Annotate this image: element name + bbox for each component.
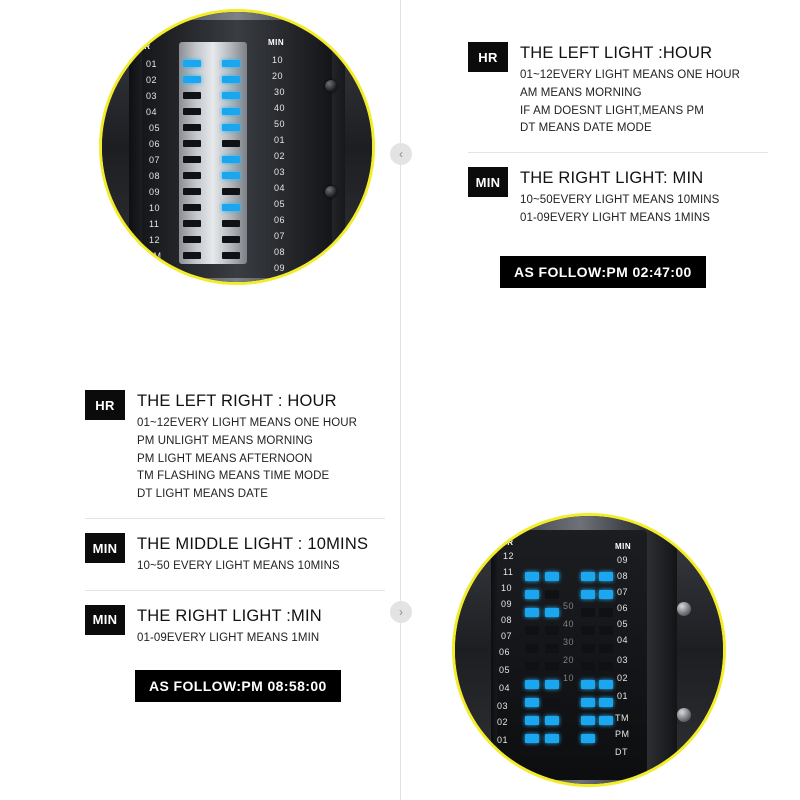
min-label-09: 09 [274,263,286,273]
hr2-label-06: 06 [499,647,511,657]
min-label-02: 02 [274,151,286,161]
watch-band-left-2 [455,516,495,784]
led2-hour-a7 [525,680,539,689]
hr-label-08: 08 [149,171,161,181]
led2-col4-d7 [599,680,613,689]
hr-label-12: 12 [149,235,161,245]
hr-label-03: 03 [146,91,158,101]
hr2-label-07: 07 [501,631,513,641]
led2-col2-b9 [545,716,559,725]
min-tag-bottom-middle: MIN [85,533,125,563]
hr2-label-11: 11 [503,567,514,577]
watch-photo-top [102,12,372,282]
legend-row-top-min [468,167,780,228]
led2-col2-b5 [545,644,559,653]
watch-crown-upper[interactable] [325,80,337,92]
hr-label-10: 10 [149,203,161,213]
hr2-label-08: 08 [501,615,513,625]
led-min-10 [222,204,240,211]
led2-col4-d5 [599,644,613,653]
hr2-label-12: 12 [503,551,515,561]
led2-col2-b10 [545,734,559,743]
legend-row-top-hour [468,42,780,138]
legend-line: PM UNLIGHT MEANS MORNING [137,434,313,447]
led2-col3-c4 [581,626,595,635]
prev-arrow-button[interactable]: ‹ [390,143,412,165]
mid-label-40: 40 [563,619,575,629]
led-hour-3 [183,92,201,99]
min2-label-04: 04 [617,635,629,645]
min-label-04: 04 [274,183,286,193]
top-legend-panel [468,42,780,288]
watch-crown-lower[interactable] [325,186,337,198]
min-label-03: 03 [274,167,286,177]
led2-col4-d6 [599,662,613,671]
mid-label-10: 10 [563,673,575,683]
led2-col4-d9 [599,716,613,725]
led-min-12 [222,236,240,243]
led2-col4-d8 [599,698,613,707]
legend-lines-bottom-min [137,630,322,648]
led2-col2-b3 [545,608,559,617]
led-min-5 [222,124,240,131]
min-label-30: 30 [274,87,286,97]
led-hour-8 [183,172,201,179]
hr2-label-03: 03 [497,701,509,711]
led-min-8 [222,172,240,179]
watch-photo-bottom [455,516,723,784]
min-scale-header-top: MIN [268,38,285,47]
legend-line: 01~12EVERY LIGHT MEANS ONE HOUR [137,417,358,429]
min-label-05: 05 [274,199,286,209]
min2-label-01: 01 [617,691,629,701]
led2-col3-c8 [581,698,595,707]
hr2-label-01: 01 [497,735,509,745]
min-label-07: 07 [274,231,286,241]
legend-line: AM MEANS MORNING [520,86,642,99]
hr-scale-header-top: HR [138,42,151,51]
hr-label-09: 09 [149,187,161,197]
legend-text-top-hour [520,42,740,138]
led2-col3-c3 [581,608,595,617]
min-label-08: 08 [274,247,286,257]
legend-line: DT MEANS DATE MODE [520,122,652,135]
min2-label-07: 07 [617,587,629,597]
watch-screw-lower [677,708,691,722]
min2-label-pm: PM [615,729,630,739]
led2-hour-a10 [525,734,539,743]
led-min-11 [222,220,240,227]
led2-col2-b1 [545,572,559,581]
led-hour-1 [183,60,201,67]
hr-tag-bottom: HR [85,390,125,420]
legend-divider-bottom-2 [85,590,385,591]
led-min-4 [222,108,240,115]
led2-col3-c9 [581,716,595,725]
led-hour-4 [183,108,201,115]
min-label-40: 40 [274,103,286,113]
hr-label-06: 06 [149,139,161,149]
min2-label-tm: TM [615,713,629,723]
hr2-label-02: 02 [497,717,509,727]
bottom-legend-panel [85,390,405,702]
led-min-3 [222,92,240,99]
legend-line: 10~50 EVERY LIGHT MEANS 10MINS [137,560,340,573]
hr-label-am: AM [147,251,162,261]
legend-title-bottom-hour: THE LEFT RIGHT : HOUR [137,392,337,410]
led2-col4-d3 [599,608,613,617]
legend-text-bottom-min [137,605,322,648]
min2-label-09: 09 [617,555,629,565]
legend-row-bottom-min [85,605,405,648]
column-divider-top [400,0,401,400]
hr2-label-10: 10 [501,583,513,593]
follow-badge-bottom: AS FOLLOW:PM 08:58:00 [135,670,341,702]
min-label-06: 06 [274,215,286,225]
legend-title-top-min: THE RIGHT LIGHT: MIN [520,169,704,188]
watch-screw-upper [677,602,691,616]
legend-title-bottom-min: THE RIGHT LIGHT :MIN [137,606,322,625]
led2-col2-b7 [545,680,559,689]
legend-row-bottom-hour [85,390,405,504]
legend-row-bottom-mid [85,533,405,576]
min2-label-02: 02 [617,673,629,683]
led-hour-11 [183,220,201,227]
min-label-50: 50 [274,119,286,129]
legend-line: 01~12EVERY LIGHT MEANS ONE HOUR [520,69,741,81]
hr-label-02: 02 [146,75,158,85]
follow-badge-top: AS FOLLOW:PM 02:47:00 [500,256,706,288]
led2-hour-a3 [525,608,539,617]
hr-label-07: 07 [149,155,161,165]
legend-lines-top-min [520,192,719,228]
led2-col4-d4 [599,626,613,635]
hr-label-11: 11 [149,219,160,229]
led2-col3-c10 [581,734,595,743]
led2-col4-d10 [599,734,613,743]
legend-line: PM LIGHT MEANS AFTERNOON [137,452,313,465]
mid-label-30: 30 [563,637,575,647]
led2-hour-a5 [525,644,539,653]
min-label-20: 20 [272,71,284,81]
follow-wrap-top [500,256,780,288]
hr-label-04: 04 [146,107,158,117]
legend-divider-bottom-1 [85,518,385,519]
legend-divider-top [468,152,768,153]
led-hour-am [183,252,201,259]
min-tag-top: MIN [468,167,508,197]
hr2-label-05: 05 [499,665,511,675]
led-hour-12 [183,236,201,243]
led-min-9 [222,188,240,195]
led2-col3-c1 [581,572,595,581]
legend-text-bottom-hour [137,390,357,504]
hr-label-dt: DT [147,267,160,277]
min2-label-05: 05 [617,619,629,629]
watch-photo-bottom-content [455,516,723,784]
min2-label-03: 03 [617,655,629,665]
hr-tag-top: HR [468,42,508,72]
next-arrow-button[interactable]: › [390,601,412,623]
led2-col3-c7 [581,680,595,689]
led2-hour-a1 [525,572,539,581]
led2-col4-d2 [599,590,613,599]
hr2-label-09: 09 [501,599,513,609]
led-min-1 [222,60,240,67]
led2-col2-b8 [545,698,559,707]
led2-col3-c6 [581,662,595,671]
min-label-01: 01 [274,135,286,145]
led-hour-2 [183,76,201,83]
mid-label-20: 20 [563,655,575,665]
led-min-13 [222,252,240,259]
legend-line: DT LIGHT MEANS DATE [137,488,268,501]
min-tag-bottom-right: MIN [85,605,125,635]
led2-hour-a2 [525,590,539,599]
led2-col4-d1 [599,572,613,581]
hr-label-05: 05 [149,123,161,133]
led-hour-7 [183,156,201,163]
led-min-6 [222,140,240,147]
follow-wrap-bottom [135,670,405,702]
hr-label-01: 01 [146,59,158,69]
watch-photo-top-content [102,12,372,282]
led2-col3-c5 [581,644,595,653]
led-hour-10 [183,204,201,211]
led-hour-6 [183,140,201,147]
legend-text-bottom-mid [137,533,368,576]
min2-label-08: 08 [617,571,629,581]
min2-label-06: 06 [617,603,629,613]
led2-col2-b2 [545,590,559,599]
led-hour-5 [183,124,201,131]
led2-hour-a9 [525,716,539,725]
legend-line: IF AM DOESNT LIGHT,MEANS PM [520,104,704,117]
legend-line: 01-09EVERY LIGHT MEANS 1MINS [520,212,711,225]
hr2-label-04: 04 [499,683,511,693]
min-label-10: 10 [272,55,284,65]
hr-scale-header-bottom: HR [501,538,514,547]
led-min-2 [222,76,240,83]
legend-lines-bottom-mid [137,558,368,576]
led2-hour-a6 [525,662,539,671]
legend-title-bottom-mid: THE MIDDLE LIGHT : 10MINS [137,535,369,554]
legend-line: 01-09EVERY LIGHT MEANS 1MIN [137,631,320,644]
led2-col2-b4 [545,626,559,635]
led2-hour-a8 [525,698,539,707]
legend-lines-top-hour [520,67,740,138]
legend-line: TM FLASHING MEANS TIME MODE [137,470,330,483]
legend-lines-bottom-hour [137,415,357,504]
mid-label-50: 50 [563,601,575,611]
led-min-7 [222,156,240,163]
legend-text-top-min [520,167,719,228]
led2-col2-b6 [545,662,559,671]
led2-hour-a4 [525,626,539,635]
legend-line: 10~50EVERY LIGHT MEANS 10MINS [520,194,720,207]
min-scale-header-bottom: MIN [615,542,632,551]
led-hour-9 [183,188,201,195]
legend-title-top-hour: THE LEFT LIGHT :HOUR [520,44,713,62]
led2-col3-c2 [581,590,595,599]
min2-label-dt: DT [615,747,628,757]
